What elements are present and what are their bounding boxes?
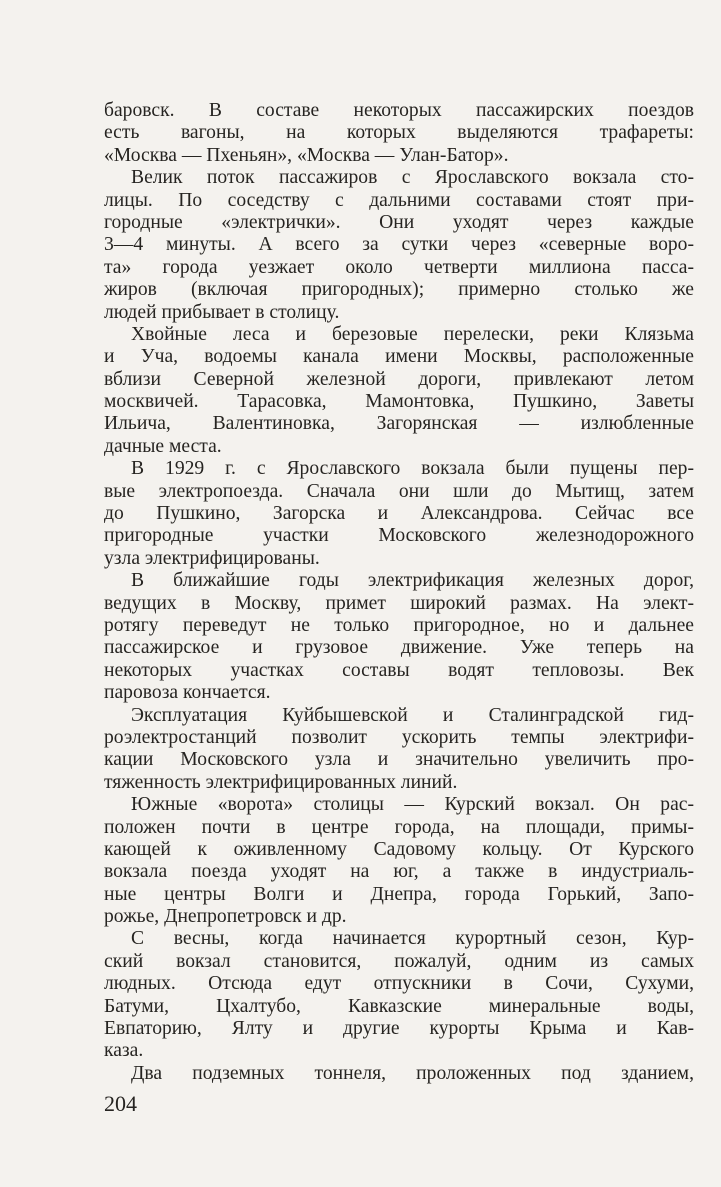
text-line: Велик поток пассажиров с Ярославского вокзала сто- (131, 167, 694, 189)
text-line: до Пушкино, Загорска и Александрова. Сейчас все (104, 503, 694, 525)
text-line: ведущих в Москву, примет широкий размах. На элект- (104, 592, 694, 614)
text-line: узла электрифицированы. (104, 547, 320, 569)
text-line: некоторых участках составы водят тепловозы. Век (104, 659, 694, 681)
text-line: есть вагоны, на которых выделяются трафареты: (104, 122, 694, 144)
text-line: пригородные участки Московского железнодорожного (104, 525, 694, 547)
text-line: положен почти в центре города, на площади, примы- (104, 816, 694, 838)
text-line: ные центры Волги и Днепра, города Горький, Запо- (104, 883, 694, 905)
text-line: лицы. По соседству с дальними составами стоят при- (104, 189, 694, 211)
text-line: и Уча, водоемы канала имени Москвы, расположенные (104, 346, 694, 368)
text-line: Ильича, Валентиновка, Загорянская — излюбленные (104, 413, 694, 435)
text-line: кающей к оживленному Садовому кольцу. От Курского (104, 838, 694, 860)
text-line: людей прибывает в столицу. (104, 301, 340, 323)
text-line: Два подземных тоннеля, проложенных под зданием, (131, 1062, 694, 1084)
text-line: дачные места. (104, 435, 222, 457)
text-line: та» города уезжает около четверти миллиона пасса- (104, 256, 694, 278)
text-line: Хвойные леса и березовые перелески, реки Клязьма (131, 323, 694, 345)
text-line: «Москва — Пхеньян», «Москва — Улан-Батор». (104, 144, 509, 166)
text-line: 3—4 минуты. А всего за сутки через «северные воро- (104, 234, 694, 256)
text-line: ский вокзал становится, пожалуй, одним из самых (104, 950, 694, 972)
text-line: рожье, Днепропетровск и др. (104, 906, 347, 928)
text-line: тяженность электрифицированных линий. (104, 771, 458, 793)
text-line: москвичей. Тарасовка, Мамонтовка, Пушкино, Заветы (104, 391, 694, 413)
text-line: Евпаторию, Ялту и другие курорты Крыма и Кав- (104, 1018, 694, 1040)
text-line: паровоза кончается. (104, 682, 271, 704)
text-line: жиров (включая пригородных); примерно столько же (104, 279, 694, 301)
text-line: кации Московского узла и значительно увеличить про- (104, 749, 694, 771)
text-line: баровск. В составе некоторых пассажирских поездов (104, 100, 694, 121)
page-number: 204 (104, 1091, 137, 1116)
text-line: вокзала поезда уходят на юг, а также в индустриаль- (104, 861, 694, 883)
body-text (104, 100, 694, 1085)
text-line: людных. Отсюда едут отпускники в Сочи, Сухуми, (104, 973, 694, 995)
text-line: Эксплуатация Куйбышевской и Сталинградской гид- (131, 704, 694, 726)
text-line: Батуми, Цхалтубо, Кавказские минеральные воды, (104, 995, 694, 1017)
text-line: С весны, когда начинается курортный сезон, Кур- (131, 928, 694, 950)
text-line: роэлектростанций позволит ускорить темпы электрифи- (104, 726, 694, 748)
text-line: вблизи Северной железной дороги, привлекают летом (104, 368, 694, 390)
text-line: ротягу переведут не только пригородное, но и дальнее (104, 614, 694, 636)
text-line: В 1929 г. с Ярославского вокзала были пущены пер- (131, 458, 694, 480)
text-line: вые электропоезда. Сначала они шли до Мытищ, затем (104, 480, 694, 502)
text-line: городные «электрички». Они уходят через каждые (104, 211, 694, 233)
text-line: пассажирское и грузовое движение. Уже теперь на (104, 637, 694, 659)
text-line: Южные «ворота» столицы — Курский вокзал. Он рас- (131, 794, 694, 816)
text-line: В ближайшие годы электрификация железных дорог, (131, 570, 694, 592)
text-line: каза. (104, 1040, 144, 1062)
